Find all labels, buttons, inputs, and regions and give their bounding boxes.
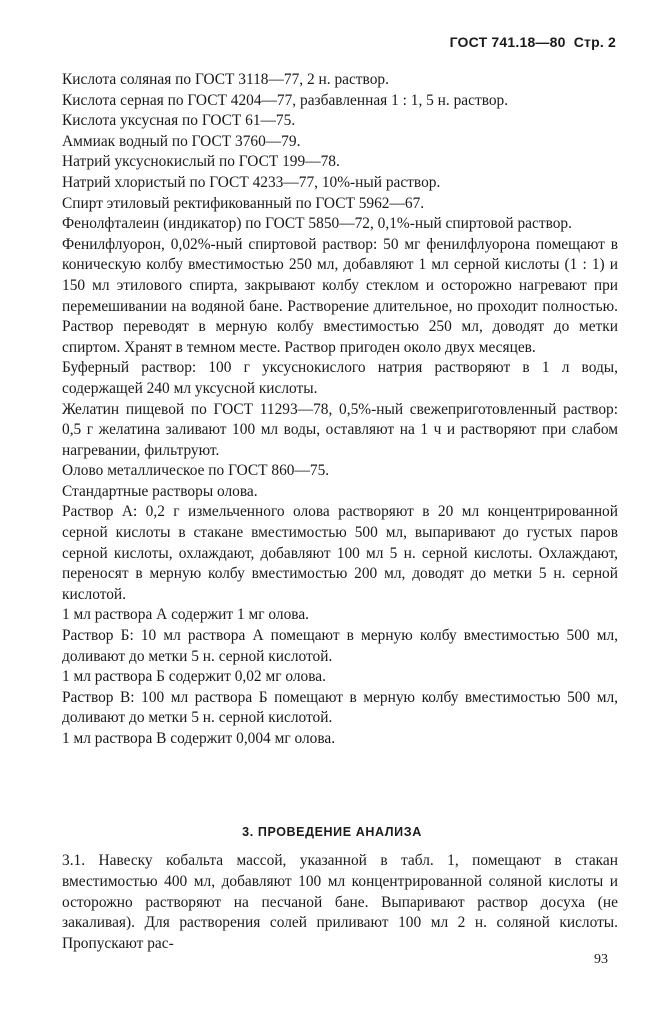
reagent-paragraph: Раствор А: 0,2 г измельченного олова растворяют в 20 мл концентрированной серной кислоты в стакане вместимостью 500 мл, выпаривают до густых паров серной кислоты, охлаждают, добавляют 100 мл 5 н. серной кислоты. Охлаждают, переносят в мерную колбу вместимостью 200 мл, доводят до метки 5 н. серной кислотой. [62, 503, 618, 603]
reagent-line: Фенолфталеин (индикатор) по ГОСТ 5850—72, 0,1%-ный спиртовой раствор. [62, 215, 572, 233]
reagent-line: Натрий уксуснокислый по ГОСТ 199—78. [62, 153, 340, 171]
analysis-section [62, 851, 618, 955]
reagent-line: Кислота соляная по ГОСТ 3118—77, 2 н. раствор. [62, 71, 389, 88]
reagent-line: Спирт этиловый ректификованный по ГОСТ 5962—67. [62, 194, 425, 212]
reagent-line: Кислота уксусная по ГОСТ 61—75. [62, 112, 296, 130]
section-heading: 3. ПРОВЕДЕНИЕ АНАЛИЗА [242, 825, 422, 839]
analysis-paragraph: 3.1. Навеску кобальта массой, указанной в табл. 1, помещают в стакан вместимостью 400 мл, добавляют 100 мл концентрированной соляной кислоты и осторожно растворяют на песчаной бане. Выпаривают раствор досуха (не закаливая). Для растворения солей приливают 100 мл 2 н. соляной кислоты. Пропускают рас- [62, 852, 618, 953]
reagent-line: Кислота серная по ГОСТ 4204—77, разбавленная 1 : 1, 5 н. раствор. [62, 91, 509, 109]
reagent-line: 1 мл раствора В содержит 0,004 мг олова. [62, 730, 336, 747]
reagent-paragraph: Фенилфлуорон, 0,02%-ный спиртовой раствор: 50 мг фенилфлуорона помещают в коническую колбу вместимостью 250 мл, добавляют 1 мл серной кислоты (1 : 1) и 150 мл этилового спирта, закрывают колбу стеклом и осторожно нагревают при перемешивании на водяной бане. Растворение длительное, но проходит полностью. Раствор переводят в мерную колбу вместимостью 250 мл, доводят до метки спиртом. Хранят в темном месте. Раствор пригоден около двух месяцев. [62, 235, 618, 356]
page-label: Стр. 2 [573, 34, 616, 50]
reagent-paragraph: Желатин пищевой по ГОСТ 11293—78, 0,5%-ный свежеприготовленный раствор: 0,5 г желатина заливают 100 мл воды, оставляют на 1 ч и растворяют при слабом нагревании, фильтруют. [62, 400, 618, 459]
reagent-line: Олово металлическое по ГОСТ 860—75. [62, 462, 330, 480]
reagent-line: Аммиак водный по ГОСТ 3760—79. [62, 132, 301, 150]
reagents-list [62, 70, 618, 750]
standard-number: ГОСТ 741.18—80 [449, 34, 566, 50]
reagent-line: Натрий хлористый по ГОСТ 4233—77, 10%-ный раствор. [62, 173, 441, 191]
reagent-line: 1 мл раствора Б содержит 0,02 мг олова. [62, 668, 326, 686]
reagent-paragraph: Раствор В: 100 мл раствора Б помещают в мерную колбу вместимостью 500 мл, доливают до метки 5 н. серной кислотой. [62, 688, 618, 727]
reagent-paragraph: Буферный раствор: 100 г уксуснокислого натрия растворяют в 1 л воды, содержащей 240 мл уксусной кислоты. [62, 359, 618, 397]
reagent-line: Стандартные растворы олова. [62, 482, 258, 500]
reagent-line: 1 мл раствора А содержит 1 мг олова. [62, 606, 310, 624]
reagent-paragraph: Раствор Б: 10 мл раствора А помещают в мерную колбу вместимостью 500 мл, доливают до метки 5 н. серной кислотой. [62, 627, 618, 665]
running-header [450, 34, 616, 50]
page-number: 93 [594, 952, 608, 967]
